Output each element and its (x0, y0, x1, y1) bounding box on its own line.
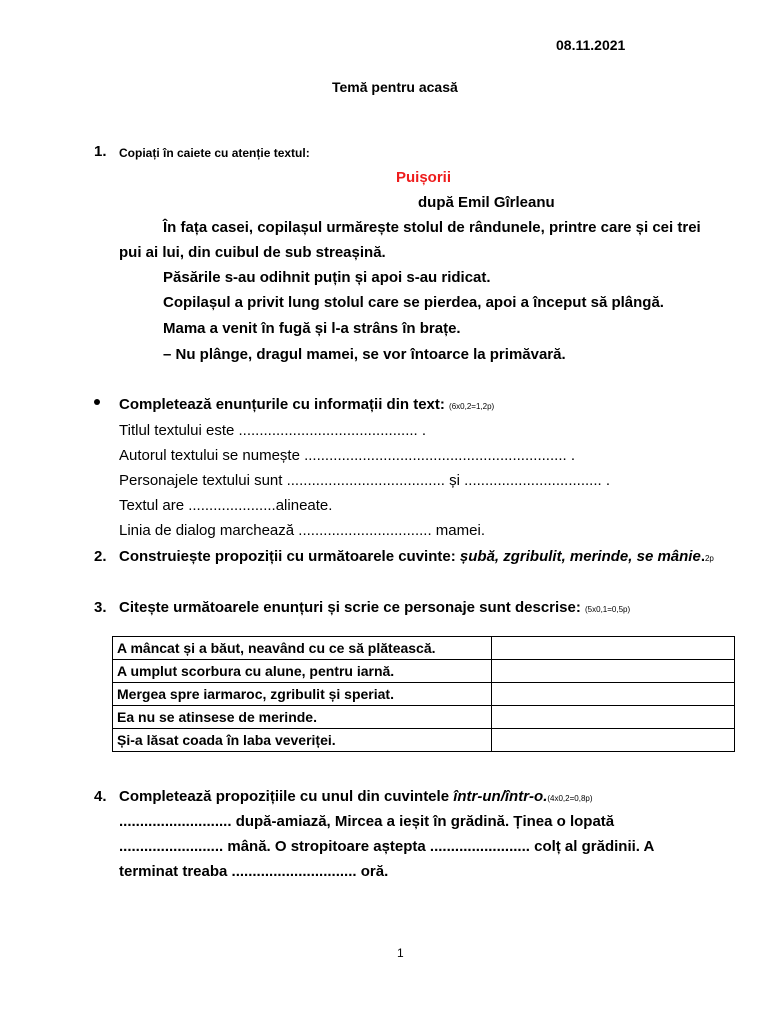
table-answer-cell[interactable] (492, 706, 735, 729)
fill-line-5[interactable]: Linia de dialog marchează ................................ mamei. (119, 522, 485, 539)
exercise-4-score: (4x0,2=0,8p) (547, 794, 593, 803)
exercise-4-line-2[interactable]: ......................... mână. O stropitoare aștepta ........................ colț al grădinii. A (119, 838, 655, 855)
fill-line-1[interactable]: Titlul textului este ........................................... . (119, 422, 427, 439)
table-row (113, 683, 735, 706)
exercise-2-number: 2. (94, 548, 107, 565)
fill-line-3[interactable]: Personajele textului sunt ...................................... și ................................. . (119, 472, 610, 489)
characters-table (112, 636, 735, 752)
exercise-2-text: Construiește propoziții cu următoarele cuvinte: (119, 548, 460, 565)
table-sentence-cell: Mergea spre iarmaroc, zgribulit și speriat. (113, 683, 492, 706)
table-sentence-cell: A mâncat și a băut, neavând cu ce să plătească. (113, 637, 492, 660)
bullet-exercise-text: Completează enunțurile cu informații din text: (119, 396, 445, 413)
exercise-4-line-1[interactable]: ........................... după-amiază, Mircea a ieșit în grădină. Ținea o lopată (119, 813, 615, 830)
exercise-3-text: Citește următoarele enunțuri și scrie ce personaje sunt descrise: (119, 599, 586, 616)
poem-line-2: pui ai lui, din cuibul de sub streașină. (119, 244, 386, 261)
exercise-4-line-3[interactable]: terminat treaba .............................. oră. (119, 863, 389, 880)
exercise-4-number: 4. (94, 788, 107, 805)
exercise-2-words: șubă, zgribulit, merinde, se mânie (459, 548, 701, 565)
poem-author: după Emil Gîrleanu (418, 194, 555, 211)
fill-line-4[interactable]: Textul are .....................alineate. (119, 497, 333, 514)
table-answer-cell[interactable] (492, 660, 735, 683)
exercise-2-end: . (700, 548, 705, 565)
exercise-3-score: (5x0,1=0,5p) (585, 605, 631, 614)
page-title: Temă pentru acasă (332, 79, 458, 95)
bullet-exercise-instruction (119, 396, 494, 413)
exercise-4-words: într-un/într-o. (453, 788, 548, 805)
date: 08.11.2021 (556, 37, 626, 53)
table-sentence-cell: A umplut scorbura cu alune, pentru iarnă. (113, 660, 492, 683)
table-answer-cell[interactable] (492, 637, 735, 660)
table-sentence-cell: Ea nu se atinsese de merinde. (113, 706, 492, 729)
exercise-3-number: 3. (94, 599, 107, 616)
exercise-4-instruction (119, 788, 593, 805)
table-row (113, 729, 735, 752)
table-row (113, 660, 735, 683)
bullet-exercise-score: (6x0,2=1,2p) (449, 402, 495, 411)
poem-title: Puișorii (396, 169, 452, 186)
exercise-1-number: 1. (94, 143, 107, 160)
table-row (113, 637, 735, 660)
poem-line-3: Păsările s-au odihnit puțin și apoi s-au ridicat. (163, 269, 491, 286)
poem-line-5: Mama a venit în fugă și l-a strâns în brațe. (163, 320, 461, 337)
table-answer-cell[interactable] (492, 683, 735, 706)
poem-line-1: În fața casei, copilașul urmărește stolul de rândunele, printre care și cei trei (163, 219, 701, 236)
exercise-2-instruction (119, 548, 714, 565)
exercise-1-instruction: Copiați în caiete cu atenție textul: (119, 146, 310, 160)
table-answer-cell[interactable] (492, 729, 735, 752)
poem-line-4: Copilașul a privit lung stolul care se pierdea, apoi a început să plângă. (163, 294, 664, 311)
poem-line-6: – Nu plânge, dragul mamei, se vor întoarce la primăvară. (163, 346, 566, 363)
exercise-3-instruction (119, 599, 630, 616)
bullet-icon (94, 399, 100, 405)
fill-line-2[interactable]: Autorul textului se numește ............................................................... . (119, 447, 575, 464)
table-sentence-cell: Și-a lăsat coada în laba veveriței. (113, 729, 492, 752)
exercise-2-score: 2p (704, 554, 714, 563)
table-row (113, 706, 735, 729)
page-number: 1 (397, 946, 404, 960)
exercise-4-text: Completează propozițiile cu unul din cuvintele (119, 788, 454, 805)
